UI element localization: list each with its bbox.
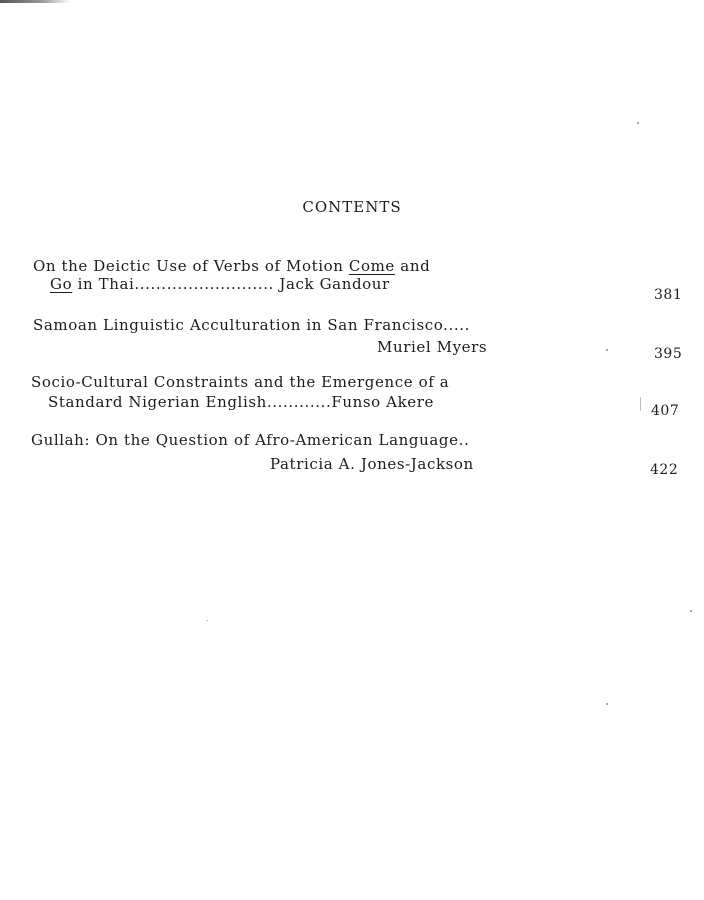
entry-title-line [33,257,430,275]
scan-speck [606,703,608,705]
entry-title-text: Standard Nigerian English............ [48,393,332,411]
scan-speck [606,349,608,351]
scan-speck [640,397,641,411]
entry-title-underlined-word: Come [348,257,395,275]
entry-author: Patricia A. Jones-Jackson [270,455,474,473]
entry-author: Funso Akere [331,393,434,411]
scan-speck [637,122,639,124]
entry-author: Muriel Myers [377,338,488,356]
scan-speck [207,620,208,621]
entry-title-line: Samoan Linguistic Acculturation in San Francisco..... [33,316,470,334]
entry-page-number: 407 [651,403,680,419]
entry-title-underlined-word: Go [50,275,73,293]
entry-title-line [50,275,390,293]
entry-page-number: 395 [654,346,683,362]
entry-title-text: and [394,257,431,275]
entry-title-line: Socio-Cultural Constraints and the Emergence of a [31,373,450,391]
contents-heading: CONTENTS [302,198,402,216]
scan-edge-mark [0,0,70,3]
scan-speck [690,610,692,612]
entry-title-text: in Thai.......................... [72,275,280,293]
entry-title-line [48,393,434,411]
entry-author: Jack Gandour [279,275,390,293]
entry-page-number: 381 [654,287,683,303]
entry-page-number: 422 [650,462,679,478]
entry-title-line: Gullah: On the Question of Afro-American Language.. [31,431,470,449]
entry-title-text: On the Deictic Use of Verbs of Motion [33,257,349,275]
